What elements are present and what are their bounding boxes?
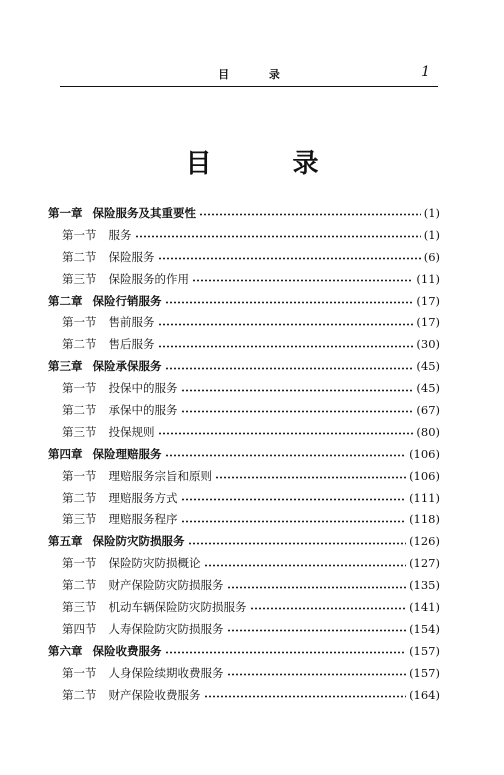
dot-leader bbox=[188, 542, 407, 545]
toc-section-entry[interactable] bbox=[48, 377, 440, 399]
toc-chapter-entry[interactable] bbox=[48, 443, 440, 465]
dot-leader bbox=[181, 520, 407, 523]
dot-leader bbox=[158, 345, 414, 348]
toc-section-entry[interactable] bbox=[48, 618, 440, 640]
dot-leader bbox=[192, 279, 413, 282]
dot-leader bbox=[165, 301, 414, 304]
toc-entry-label: 第一节 bbox=[62, 315, 97, 330]
page-title: 目 录 bbox=[185, 149, 355, 179]
toc-entry-page-number: (17) bbox=[416, 315, 440, 330]
toc-entry-label: 第一节 bbox=[62, 381, 97, 396]
toc-section-entry[interactable] bbox=[48, 421, 440, 443]
toc-chapter-entry[interactable] bbox=[48, 290, 440, 312]
toc-entry-page-number: (11) bbox=[416, 271, 440, 286]
dot-leader bbox=[181, 498, 407, 501]
toc-entry-page-number: (1) bbox=[423, 227, 440, 242]
toc-chapter-entry[interactable] bbox=[48, 202, 440, 224]
toc-entry-page-number: (135) bbox=[409, 578, 440, 593]
toc-section-entry[interactable] bbox=[48, 596, 440, 618]
toc-entry-page-number: (6) bbox=[423, 249, 440, 264]
dot-leader bbox=[165, 367, 414, 370]
toc-entry-label: 第二章 bbox=[48, 293, 83, 308]
toc-section-entry[interactable] bbox=[48, 684, 440, 706]
dot-leader bbox=[250, 607, 407, 610]
toc-entry-title: 保险承保服务 bbox=[92, 359, 162, 374]
dot-leader bbox=[204, 564, 407, 567]
toc-entry-page-number: (80) bbox=[416, 424, 440, 439]
running-head-title: 目 录 bbox=[218, 68, 298, 81]
toc-entry-label: 第二节 bbox=[62, 490, 97, 505]
toc-entry-label: 第三节 bbox=[62, 424, 97, 439]
toc-entry-label: 第二节 bbox=[62, 402, 97, 417]
toc-entry-label: 第四节 bbox=[62, 621, 97, 636]
dot-leader bbox=[215, 476, 406, 479]
toc-section-entry[interactable] bbox=[48, 268, 440, 290]
toc-entry-page-number: (67) bbox=[416, 402, 440, 417]
toc-entry-page-number: (126) bbox=[409, 534, 440, 549]
toc-entry-label: 第一节 bbox=[62, 556, 97, 571]
table-of-contents bbox=[48, 202, 440, 705]
toc-entry-title: 保险服务的作用 bbox=[108, 271, 189, 286]
toc-entry-title: 财产保险收费服务 bbox=[108, 687, 201, 702]
toc-entry-label: 第六章 bbox=[48, 643, 83, 658]
toc-entry-page-number: (30) bbox=[416, 337, 440, 352]
running-head bbox=[60, 66, 438, 87]
toc-entry-title: 服务 bbox=[108, 227, 132, 242]
toc-entry-page-number: (157) bbox=[409, 643, 440, 658]
toc-entry-label: 第二节 bbox=[62, 578, 97, 593]
toc-entry-page-number: (45) bbox=[416, 381, 440, 396]
toc-entry-page-number: (45) bbox=[416, 359, 440, 374]
toc-section-entry[interactable] bbox=[48, 552, 440, 574]
toc-entry-title: 保险服务及其重要性 bbox=[92, 205, 196, 220]
toc-entry-page-number: (141) bbox=[409, 599, 440, 614]
toc-entry-label: 第三节 bbox=[62, 599, 97, 614]
toc-section-entry[interactable] bbox=[48, 399, 440, 421]
dot-leader bbox=[165, 454, 407, 457]
toc-chapter-entry[interactable] bbox=[48, 355, 440, 377]
toc-entry-page-number: (157) bbox=[409, 665, 440, 680]
toc-entry-title: 售后服务 bbox=[108, 337, 155, 352]
toc-entry-title: 保险防灾防损概论 bbox=[108, 556, 201, 571]
toc-entry-title: 投保规则 bbox=[108, 424, 155, 439]
toc-entry-title: 理赔服务方式 bbox=[108, 490, 178, 505]
toc-entry-label: 第一节 bbox=[62, 468, 97, 483]
toc-entry-label: 第三节 bbox=[62, 512, 97, 527]
dot-leader bbox=[135, 235, 421, 238]
toc-entry-page-number: (106) bbox=[409, 468, 440, 483]
toc-entry-title: 保险收费服务 bbox=[92, 643, 162, 658]
toc-entry-label: 第五章 bbox=[48, 534, 83, 549]
toc-section-entry[interactable] bbox=[48, 333, 440, 355]
toc-entry-page-number: (127) bbox=[409, 556, 440, 571]
toc-section-entry[interactable] bbox=[48, 574, 440, 596]
dot-leader bbox=[158, 323, 414, 326]
dot-leader bbox=[158, 257, 421, 260]
dot-leader bbox=[227, 586, 407, 589]
toc-entry-page-number: (1) bbox=[423, 205, 440, 220]
toc-entry-page-number: (17) bbox=[416, 293, 440, 308]
toc-entry-title: 理赔服务宗旨和原则 bbox=[108, 468, 212, 483]
dot-leader bbox=[158, 432, 414, 435]
toc-entry-title: 人身保险续期收费服务 bbox=[108, 665, 224, 680]
toc-entry-label: 第一节 bbox=[62, 227, 97, 242]
toc-entry-title: 机动车辆保险防灾防损服务 bbox=[108, 599, 247, 614]
toc-entry-title: 保险理赔服务 bbox=[92, 446, 162, 461]
toc-entry-title: 保险行销服务 bbox=[92, 293, 162, 308]
toc-entry-title: 保险防灾防损服务 bbox=[92, 534, 185, 549]
toc-section-entry[interactable] bbox=[48, 311, 440, 333]
toc-entry-page-number: (118) bbox=[409, 512, 440, 527]
toc-entry-title: 理赔服务程序 bbox=[108, 512, 178, 527]
dot-leader bbox=[181, 410, 414, 413]
toc-entry-title: 财产保险防灾防损服务 bbox=[108, 578, 224, 593]
toc-entry-title: 人寿保险防灾防损服务 bbox=[108, 621, 224, 636]
toc-entry-title: 保险服务 bbox=[108, 249, 155, 264]
toc-entry-page-number: (106) bbox=[409, 446, 440, 461]
toc-section-entry[interactable] bbox=[48, 465, 440, 487]
toc-entry-title: 投保中的服务 bbox=[108, 381, 178, 396]
toc-entry-label: 第三章 bbox=[48, 359, 83, 374]
toc-entry-label: 第三节 bbox=[62, 271, 97, 286]
toc-entry-page-number: (164) bbox=[409, 687, 440, 702]
toc-chapter-entry[interactable] bbox=[48, 640, 440, 662]
toc-entry-label: 第一节 bbox=[62, 665, 97, 680]
toc-entry-page-number: (111) bbox=[409, 490, 440, 505]
toc-entry-title: 承保中的服务 bbox=[108, 402, 178, 417]
toc-section-entry[interactable] bbox=[48, 662, 440, 684]
toc-entry-page-number: (154) bbox=[409, 621, 440, 636]
toc-entry-title: 售前服务 bbox=[108, 315, 155, 330]
toc-entry-label: 第二节 bbox=[62, 337, 97, 352]
dot-leader bbox=[181, 389, 414, 392]
dot-leader bbox=[227, 629, 407, 632]
toc-entry-label: 第四章 bbox=[48, 446, 83, 461]
toc-entry-label: 第二节 bbox=[62, 249, 97, 264]
toc-entry-label: 第一章 bbox=[48, 205, 83, 220]
toc-chapter-entry[interactable] bbox=[48, 530, 440, 552]
toc-section-entry[interactable] bbox=[48, 508, 440, 530]
toc-entry-label: 第二节 bbox=[62, 687, 97, 702]
running-head-page-number: 1 bbox=[421, 64, 430, 80]
toc-section-entry[interactable] bbox=[48, 224, 440, 246]
dot-leader bbox=[165, 651, 407, 654]
dot-leader bbox=[204, 695, 407, 698]
toc-section-entry[interactable] bbox=[48, 246, 440, 268]
dot-leader bbox=[227, 673, 407, 676]
dot-leader bbox=[199, 213, 421, 216]
toc-section-entry[interactable] bbox=[48, 487, 440, 509]
